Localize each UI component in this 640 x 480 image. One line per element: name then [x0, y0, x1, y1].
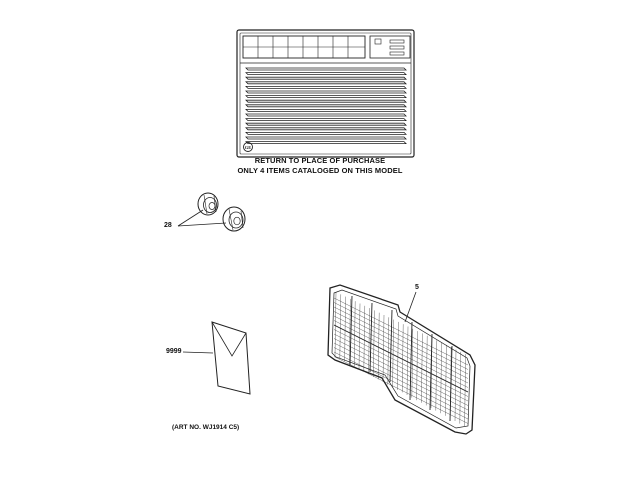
filter-mesh-line [354, 301, 355, 366]
filter-mesh-line [417, 331, 418, 400]
louver-slat [246, 142, 406, 144]
filter-frame-ribs [334, 296, 468, 421]
art-number: (ART NO. WJ1914 C5) [172, 424, 240, 431]
callout-envelope: 9999 [166, 348, 182, 355]
louver-slat [246, 77, 406, 79]
filter-mesh-line [364, 306, 365, 372]
literature-envelope [212, 322, 250, 394]
air-filter [328, 285, 475, 434]
filter-mesh-line [373, 310, 374, 376]
control-panel-grid [243, 36, 365, 58]
louver-slat [246, 128, 406, 130]
filter-mesh-line [345, 297, 346, 362]
control-button [375, 39, 381, 44]
callout-knobs: 28 [164, 222, 172, 229]
control-button [390, 40, 404, 43]
filter-mesh-line [334, 339, 468, 406]
filter-mesh-line [369, 308, 370, 374]
filter-mesh-line [340, 294, 341, 358]
callout-filter: 5 [415, 284, 419, 291]
louver-slat [246, 100, 406, 102]
filter-mesh-line [334, 343, 468, 410]
filter-mesh-line [359, 304, 360, 370]
filter-mesh-line [426, 336, 427, 406]
louver-grille [246, 68, 406, 144]
louver-slat [246, 109, 406, 111]
louver-slat [246, 91, 406, 93]
filter-mesh-line [335, 292, 336, 356]
filter-mesh-line [436, 340, 437, 410]
filter-mesh-line [407, 327, 408, 396]
louver-slat [246, 119, 406, 121]
return-note-line-1: RETURN TO PLACE OF PURCHASE [254, 156, 386, 165]
louver-slat [246, 86, 406, 88]
filter-mesh-line [421, 333, 422, 402]
louver-slat [246, 114, 406, 116]
air-conditioner-unit [237, 30, 414, 157]
return-note-line-2: ONLY 4 ITEMS CATALOGED ON THIS MODEL [237, 166, 403, 175]
knob-right [223, 207, 245, 231]
filter-mesh-line [334, 357, 468, 424]
ge-logo-text: GE [244, 145, 252, 150]
control-button [390, 46, 404, 49]
filter-mesh-line [334, 321, 468, 388]
louver-slat [246, 82, 406, 84]
filter-mesh-line [334, 312, 468, 379]
control-button [390, 52, 404, 55]
louver-slat [246, 96, 406, 98]
filter-mesh-line [334, 352, 468, 419]
louver-slat [246, 137, 406, 139]
filter-mesh-line [334, 316, 468, 383]
filter-mesh-line [334, 348, 468, 415]
louver-slat [246, 132, 406, 134]
filter-mesh-line [378, 313, 379, 380]
louver-slat [246, 123, 406, 125]
filter-leader-line [405, 292, 416, 322]
envelope-leader-line [183, 352, 213, 353]
louver-slat [246, 73, 406, 75]
filter-mesh-line [334, 298, 468, 365]
louver-slat [246, 105, 406, 107]
louver-slat [246, 68, 406, 70]
